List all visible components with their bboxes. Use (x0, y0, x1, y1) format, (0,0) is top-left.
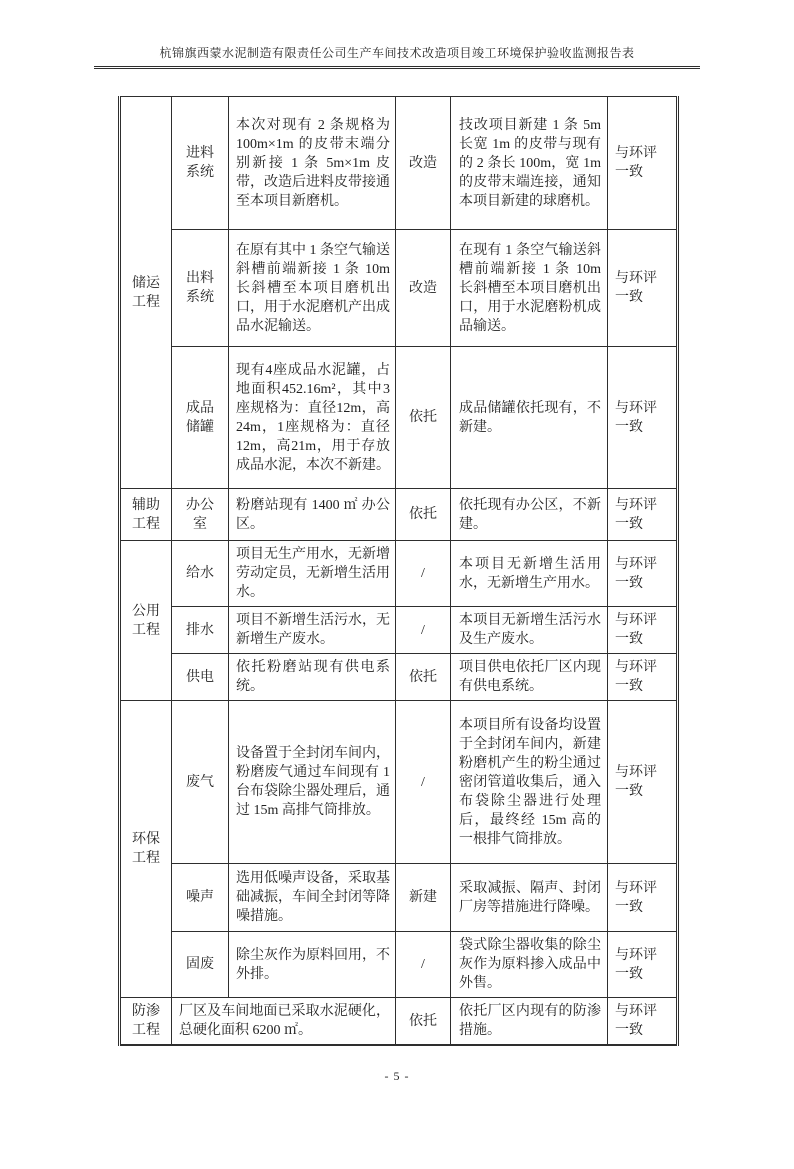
subcategory-cell: 排水 (172, 607, 229, 654)
conclusion-cell: 与环评一致 (608, 864, 677, 932)
category-cell: 环保工程 (121, 701, 172, 998)
planned-content-cell: 项目不新增生活污水，无新增生产废水。 (229, 607, 396, 654)
subcategory-cell: 给水 (172, 541, 229, 607)
subcategory-cell: 供电 (172, 654, 229, 701)
category-cell: 防渗工程 (121, 998, 172, 1046)
subcategory-cell: 固废 (172, 932, 229, 998)
build-type-cell: 依托 (396, 347, 451, 489)
subcategory-cell: 进料系统 (172, 97, 229, 230)
build-type-cell: 依托 (396, 998, 451, 1046)
conclusion-cell: 与环评一致 (608, 701, 677, 864)
planned-content-cell: 厂区及车间地面已采取水泥硬化，总硬化面积 6200 ㎡。 (172, 998, 396, 1046)
table-row (121, 864, 677, 932)
build-type-cell: / (396, 701, 451, 864)
table-row (121, 97, 677, 230)
subcategory-cell: 办公室 (172, 489, 229, 541)
planned-content-cell: 粉磨站现有 1400 ㎡ 办公区。 (229, 489, 396, 541)
actual-content-cell: 采取减振、隔声、封闭厂房等措施进行降噪。 (451, 864, 608, 932)
table-row (121, 541, 677, 607)
actual-content-cell: 项目供电依托厂区内现有供电系统。 (451, 654, 608, 701)
actual-content-cell: 依托现有办公区，不新建。 (451, 489, 608, 541)
project-components-table (120, 96, 677, 1046)
actual-content-cell: 成品储罐依托现有，不新建。 (451, 347, 608, 489)
build-type-cell: 改造 (396, 97, 451, 230)
actual-content-cell: 本项目无新增生活污水及生产废水。 (451, 607, 608, 654)
conclusion-cell: 与环评一致 (608, 607, 677, 654)
planned-content-cell: 在原有其中 1 条空气输送斜槽前端新接 1 条 10m 长斜槽至本项目磨机出口，用于水泥磨机产出成品水泥输送。 (229, 230, 396, 347)
conclusion-cell: 与环评一致 (608, 654, 677, 701)
actual-content-cell: 本项目所有设备均设置于全封闭车间内，新建粉磨机产生的粉尘通过密闭管道收集后，通入布袋除尘器进行处理后，最终经 15m 高的一根排气筒排放。 (451, 701, 608, 864)
conclusion-cell: 与环评一致 (608, 489, 677, 541)
conclusion-cell: 与环评一致 (608, 230, 677, 347)
table-row (121, 607, 677, 654)
build-type-cell: / (396, 607, 451, 654)
planned-content-cell: 选用低噪声设备，采取基础减振，车间全封闭等降噪措施。 (229, 864, 396, 932)
planned-content-cell: 项目无生产用水，无新增劳动定员，无新增生活用水。 (229, 541, 396, 607)
build-type-cell: / (396, 541, 451, 607)
table-row (121, 932, 677, 998)
table-row (121, 654, 677, 701)
conclusion-cell: 与环评一致 (608, 998, 677, 1046)
conclusion-cell: 与环评一致 (608, 541, 677, 607)
table-outer-border (118, 96, 679, 1046)
category-cell: 辅助工程 (121, 489, 172, 541)
actual-content-cell: 技改项目新建 1 条 5m 长宽 1m 的皮带与现有的 2 条长 100m，宽 1m 的皮带末端连接，通知本项目新建的球磨机。 (451, 97, 608, 230)
conclusion-cell: 与环评一致 (608, 97, 677, 230)
table-row (121, 230, 677, 347)
planned-content-cell: 本次对现有 2 条规格为 100m×1m 的皮带末端分别新接 1 条 5m×1m 皮带，改造后进料皮带接通至本项目新磨机。 (229, 97, 396, 230)
planned-content-cell: 现有4座成品水泥罐，占地面积452.16m²，其中3座规格为：直径12m，高24m，1座规格为：直径12m，高21m，用于存放成品水泥，本次不新建。 (229, 347, 396, 489)
table-row (121, 489, 677, 541)
document-page (0, 46, 794, 1169)
table-row (121, 998, 677, 1046)
subcategory-cell: 成品储罐 (172, 347, 229, 489)
subcategory-cell: 废气 (172, 701, 229, 864)
build-type-cell: / (396, 932, 451, 998)
category-cell: 储运工程 (121, 97, 172, 489)
planned-content-cell: 依托粉磨站现有供电系统。 (229, 654, 396, 701)
actual-content-cell: 袋式除尘器收集的除尘灰作为原料掺入成品中外售。 (451, 932, 608, 998)
planned-content-cell: 设备置于全封闭车间内，粉磨废气通过车间现有 1 台布袋除尘器处理后，通过 15m 高排气筒排放。 (229, 701, 396, 864)
build-type-cell: 新建 (396, 864, 451, 932)
build-type-cell: 依托 (396, 489, 451, 541)
conclusion-cell: 与环评一致 (608, 347, 677, 489)
page-number: - 5 - (384, 1069, 410, 1083)
build-type-cell: 依托 (396, 654, 451, 701)
page-footer (0, 1069, 794, 1083)
actual-content-cell: 本项目无新增生活用水，无新增生产用水。 (451, 541, 608, 607)
actual-content-cell: 依托厂区内现有的防渗措施。 (451, 998, 608, 1046)
subcategory-cell: 出料系统 (172, 230, 229, 347)
table-row (121, 701, 677, 864)
build-type-cell: 改造 (396, 230, 451, 347)
report-header-title: 杭锦旗西蒙水泥制造有限责任公司生产车间技术改造项目竣工环境保护验收监测报告表 (94, 46, 700, 69)
table-row (121, 347, 677, 489)
category-cell: 公用工程 (121, 541, 172, 701)
subcategory-cell: 噪声 (172, 864, 229, 932)
actual-content-cell: 在现有 1 条空气输送斜槽前端新接 1 条 10m 长斜槽至本项目磨机出口，用于水泥磨粉机成品输送。 (451, 230, 608, 347)
planned-content-cell: 除尘灰作为原料回用，不外排。 (229, 932, 396, 998)
conclusion-cell: 与环评一致 (608, 932, 677, 998)
